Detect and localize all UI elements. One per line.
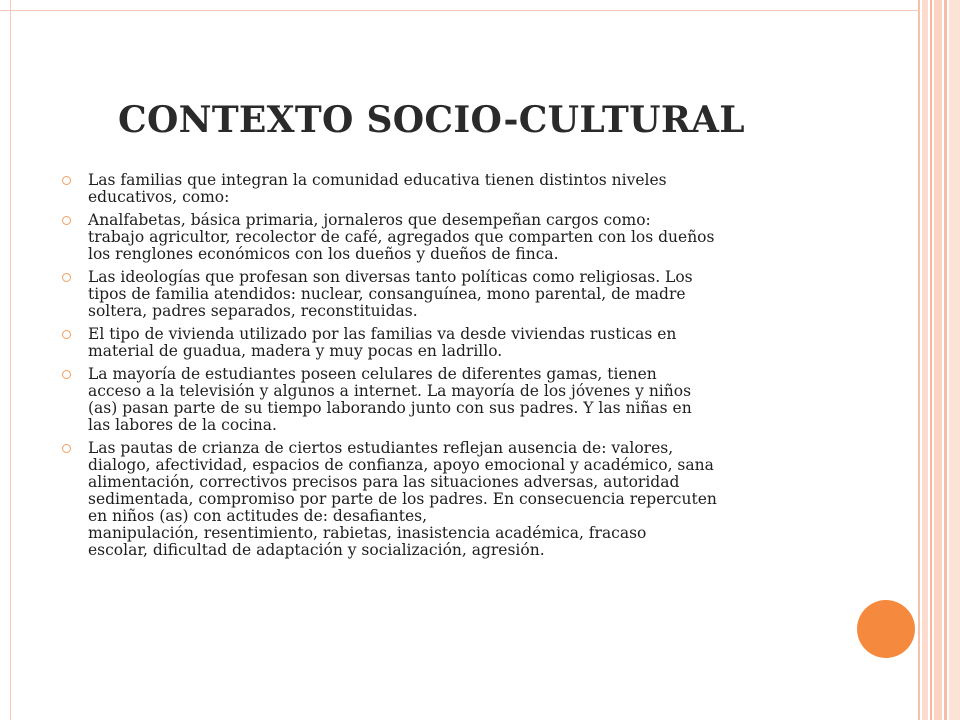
bullet-text: Las pautas de crianza de ciertos estudiantes reflejan ausencia de: valores, dialogo, afectividad, espacios de confianza, apoyo emocional y académico, sana alimentación, correctivos precisos para las situaciones adversas, autoridad sedimentada, compromiso por parte de los padres. En consecuencia repercuten en niños (as) con actitudes de: desafiantes, manipulación, resentimiento, rabietas, inasistencia académica, fracaso escolar, dificultad de adaptación y socialización, agresión. bbox=[88, 439, 717, 559]
right-decorative-stripes bbox=[918, 0, 960, 720]
stripe bbox=[922, 0, 928, 720]
bullet-text: Las familias que integran la comunidad educativa tienen distintos niveles educativos, como: bbox=[88, 171, 667, 206]
frame-top-line bbox=[0, 10, 920, 11]
circle-outline-bullet-icon bbox=[62, 176, 71, 185]
circle-outline-bullet-icon bbox=[62, 330, 71, 339]
frame-left-line bbox=[10, 0, 11, 720]
bullet-text: Analfabetas, básica primaria, jornaleros que desempeñan cargos como: trabajo agricultor, recolector de café, agregados que comparten con los dueños los renglones económicos con los dueños y dueños de finca. bbox=[88, 211, 715, 263]
circle-outline-bullet-icon bbox=[62, 273, 71, 282]
slide-title: CONTEXTO SOCIO-CULTURAL bbox=[118, 99, 745, 141]
stripe bbox=[934, 0, 942, 720]
bullet-item bbox=[62, 366, 832, 434]
stripe bbox=[949, 0, 960, 720]
stripe bbox=[918, 0, 920, 720]
bullet-item bbox=[62, 269, 832, 320]
bullet-item bbox=[62, 212, 832, 263]
stripe bbox=[944, 0, 947, 720]
circle-outline-bullet-icon bbox=[62, 370, 71, 379]
bullet-item bbox=[62, 326, 832, 360]
circle-outline-bullet-icon bbox=[62, 216, 71, 225]
circle-outline-bullet-icon bbox=[62, 444, 71, 453]
bullet-item bbox=[62, 440, 832, 559]
bullet-item bbox=[62, 172, 832, 206]
stripe bbox=[930, 0, 932, 720]
bullet-text: La mayoría de estudiantes poseen celulares de diferentes gamas, tienen acceso a la televisión y algunos a internet. La mayoría de los jóvenes y niños (as) pasan parte de su tiempo laborando junto con sus padres. Y las niñas en las labores de la cocina. bbox=[88, 365, 692, 434]
bullet-list bbox=[62, 172, 832, 565]
bullet-text: El tipo de vivienda utilizado por las familias va desde viviendas rusticas en material de guadua, madera y muy pocas en ladrillo. bbox=[88, 325, 677, 360]
bullet-text: Las ideologías que profesan son diversas tanto políticas como religiosas. Los tipos de familia atendidos: nuclear, consanguínea, mono parental, de madre soltera, padres separados, reconstituidas. bbox=[88, 268, 693, 320]
orange-circle-icon bbox=[857, 600, 915, 658]
